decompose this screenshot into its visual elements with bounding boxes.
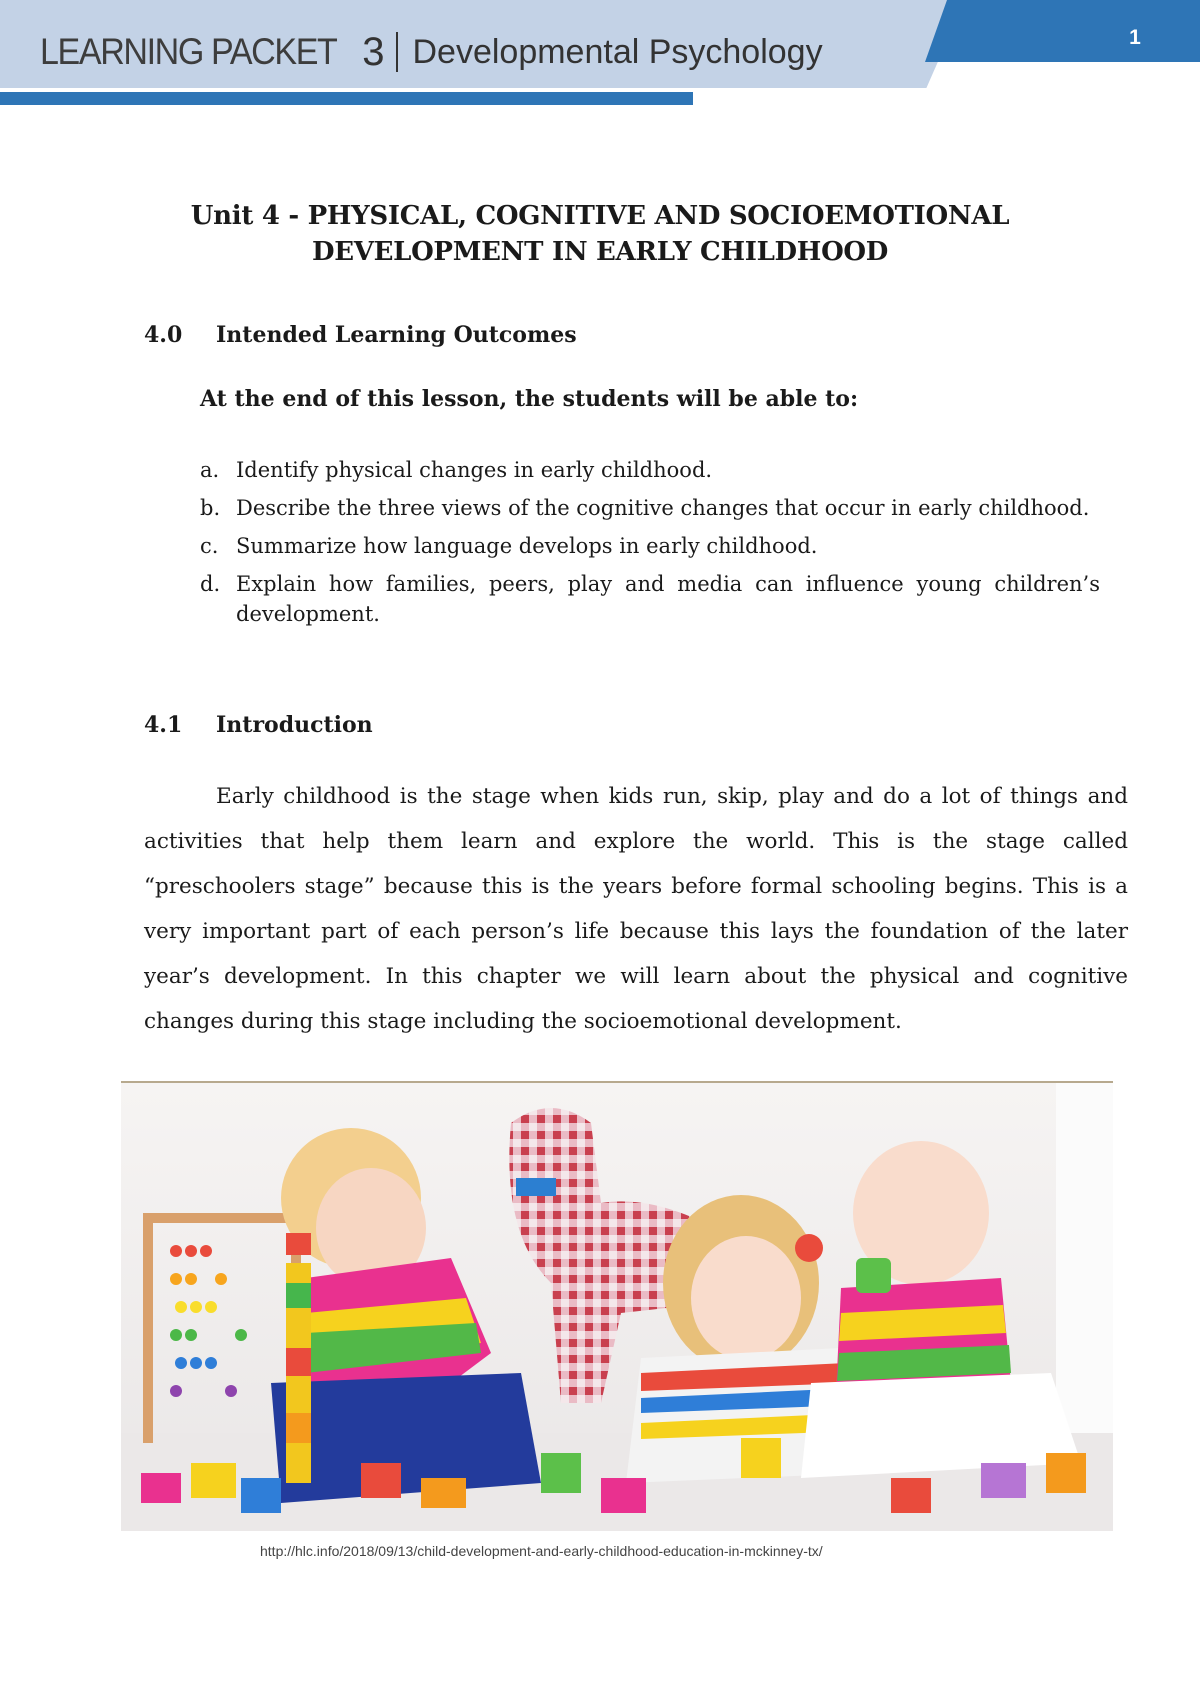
subject-title: Developmental Psychology <box>412 32 823 71</box>
page-number: 1 <box>1129 26 1141 49</box>
list-item <box>180 493 1100 523</box>
list-item-text: Identify physical changes in early childhood. <box>236 458 713 482</box>
list-item <box>180 531 1100 561</box>
list-marker: a. <box>200 458 220 482</box>
figure-caption: http://hlc.info/2018/09/13/child-development-and-early-childhood-education-in-mckinney-tx/ <box>260 1543 823 1559</box>
section-title: Intended Learning Outcomes <box>216 322 577 348</box>
header-title <box>40 26 823 78</box>
header-underline <box>0 92 693 105</box>
section-heading-introduction <box>0 712 1200 744</box>
section-number: 4.0 <box>144 322 183 348</box>
section-title: Introduction <box>216 712 373 738</box>
introduction-paragraph: Early childhood is the stage when kids run, skip, play and do a lot of things and activities that help them learn and explore the world. This is the stage called “preschoolers stage” because this is the years before formal schooling begins. This is a very important part of each person’s life because this lays the foundation of the later year’s development. In this chapter we will learn about the physical and cognitive changes during this stage including the socioemotional development. <box>144 784 1128 1034</box>
unit-title-line1: Unit 4 - PHYSICAL, COGNITIVE AND SOCIOEMOTIONAL <box>190 201 1010 231</box>
header-separator <box>396 32 398 72</box>
outcomes-lead: At the end of this lesson, the students will be able to: <box>200 386 859 412</box>
children-playing-photo <box>121 1081 1113 1531</box>
list-item-text: Describe the three views of the cognitive changes that occur in early childhood. <box>236 496 1090 520</box>
list-item-text: Explain how families, peers, play and media can influence young children’s development. <box>236 572 1100 626</box>
packet-label: LEARNING PACKET <box>40 31 337 72</box>
section-heading-outcomes <box>0 322 1200 354</box>
list-marker: c. <box>200 534 219 558</box>
list-item <box>180 569 1100 629</box>
unit-title <box>145 198 1055 270</box>
packet-number: 3 <box>362 29 385 74</box>
section-number: 4.1 <box>144 712 183 738</box>
outcomes-list <box>180 455 1100 637</box>
list-item <box>180 455 1100 485</box>
list-item-text: Summarize how language develops in early childhood. <box>236 534 818 558</box>
list-marker: d. <box>200 572 221 596</box>
list-marker: b. <box>200 496 221 520</box>
header-page-tab <box>925 0 1200 62</box>
unit-title-line2: DEVELOPMENT IN EARLY CHILDHOOD <box>311 237 889 267</box>
